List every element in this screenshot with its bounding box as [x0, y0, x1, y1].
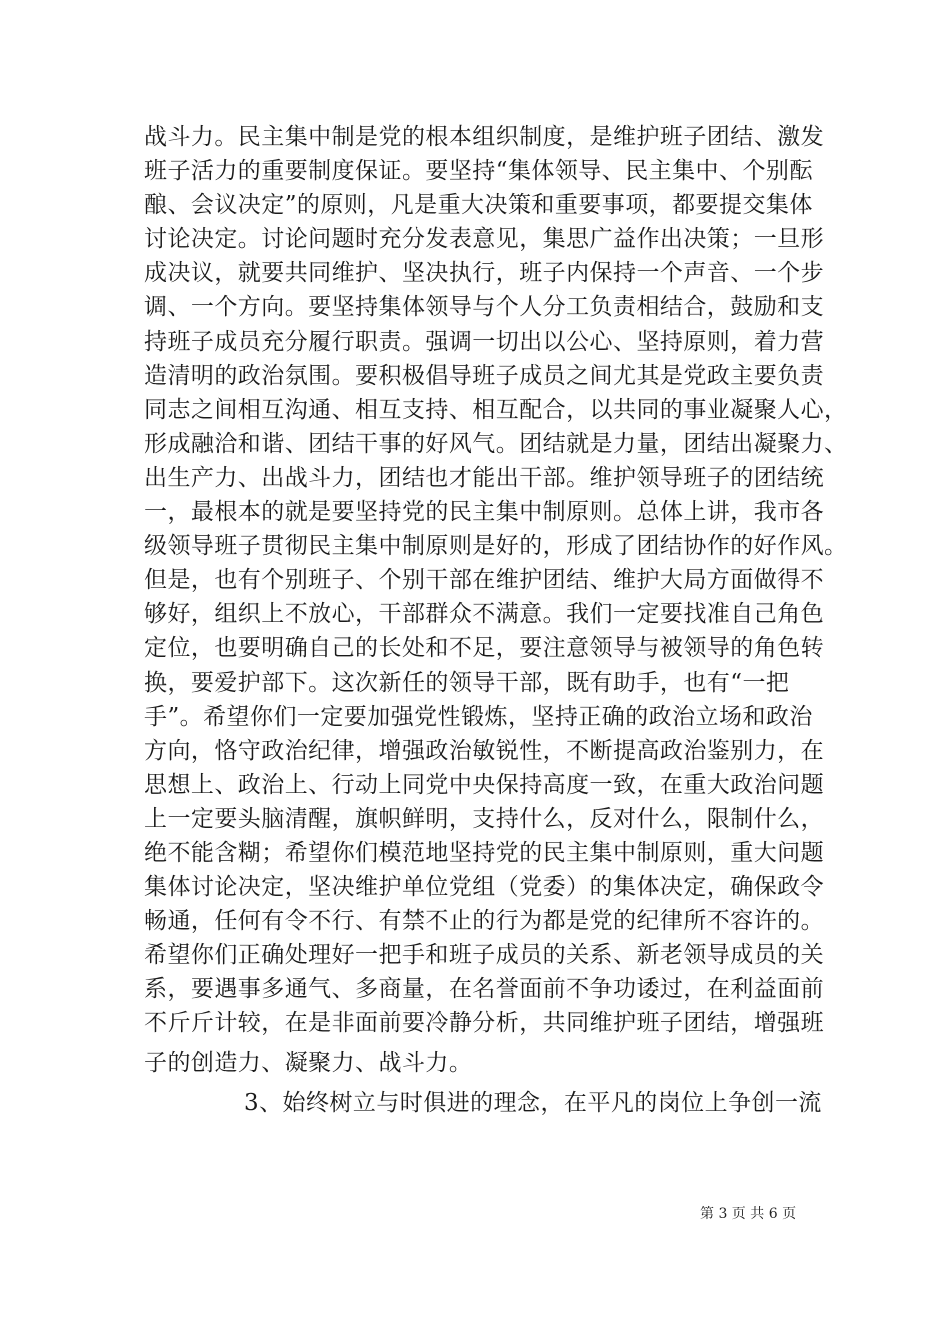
body-line: 系，要遇事多通气、多商量，在名誉面前不争功诿过，在利益面前	[144, 976, 825, 1003]
body-line: 手”。希望你们一定要加强党性锻炼，坚持正确的政治立场和政治	[144, 703, 813, 730]
body-line: 但是，也有个别班子、个别干部在维护团结、维护大局方面做得不	[144, 567, 825, 594]
body-line: 同志之间相互沟通、相互支持、相互配合，以共同的事业凝聚人心，	[144, 396, 848, 423]
body-line: 够好，组织上不放心，干部群众不满意。我们一定要找准自己角色	[144, 601, 825, 628]
body-line: 班子活力的重要制度保证。要坚持“集体领导、民主集中、个别酝	[144, 158, 813, 185]
body-line: 酿、会议决定”的原则，凡是重大决策和重要事项，都要提交集体	[144, 192, 813, 219]
body-text	[144, 120, 848, 1121]
page-number: 第 3 页 共 6 页	[700, 1206, 797, 1222]
body-line: 一，最根本的就是要坚持党的民主集中制原则。总体上讲，我市各	[144, 499, 825, 526]
body-line: 上一定要头脑清醒，旗帜鲜明，支持什么，反对什么，限制什么，	[144, 805, 825, 832]
body-line: 讨论决定。讨论问题时充分发表意见，集思广益作出决策；一旦形	[144, 226, 825, 253]
body-line: 绝不能含糊；希望你们模范地坚持党的民主集中制原则，重大问题	[144, 839, 825, 866]
section-heading: 3、始终树立与时俱进的理念，在平凡的岗位上争创一流	[244, 1089, 822, 1116]
body-line: 出生产力、出战斗力，团结也才能出干部。维护领导班子的团结统	[144, 464, 825, 491]
body-line: 战斗力。民主集中制是党的根本组织制度，是维护班子团结、激发	[144, 124, 825, 150]
body-line: 子的创造力、凝聚力、战斗力。	[144, 1049, 473, 1076]
body-line: 形成融洽和谐、团结干事的好风气。团结就是力量，团结出凝聚力、	[144, 430, 848, 457]
body-line: 换，要爱护部下。这次新任的领导干部，既有助手，也有“一把	[144, 669, 790, 696]
body-line: 级领导班子贯彻民主集中制原则是好的，形成了团结协作的好作风。	[144, 533, 848, 560]
body-line: 思想上、政治上、行动上同党中央保持高度一致，在重大政治问题	[144, 771, 825, 798]
body-line: 持班子成员充分履行职责。强调一切出以公心、坚持原则，着力营	[144, 328, 825, 355]
body-line: 造清明的政治氛围。要积极倡导班子成员之间尤其是党政主要负责	[144, 362, 825, 389]
body-line: 不斤斤计较，在是非面前要冷静分析，共同维护班子团结，增强班	[144, 1010, 825, 1037]
body-line: 调、一个方向。要坚持集体领导与个人分工负责相结合，鼓励和支	[144, 294, 825, 321]
body-line: 成决议，就要共同维护、坚决执行，班子内保持一个声音、一个步	[144, 260, 825, 287]
body-line: 希望你们正确处理好一把手和班子成员的关系、新老领导成员的关	[144, 942, 825, 969]
body-line: 畅通，任何有令不行、有禁不止的行为都是党的纪律所不容许的。	[144, 908, 825, 935]
body-line: 定位，也要明确自己的长处和不足，要注意领导与被领导的角色转	[144, 635, 825, 662]
body-line: 集体讨论决定，坚决维护单位党组（党委）的集体决定，确保政令	[144, 874, 825, 901]
body-line: 方向，恪守政治纪律，增强政治敏锐性，不断提高政治鉴别力，在	[144, 737, 825, 764]
